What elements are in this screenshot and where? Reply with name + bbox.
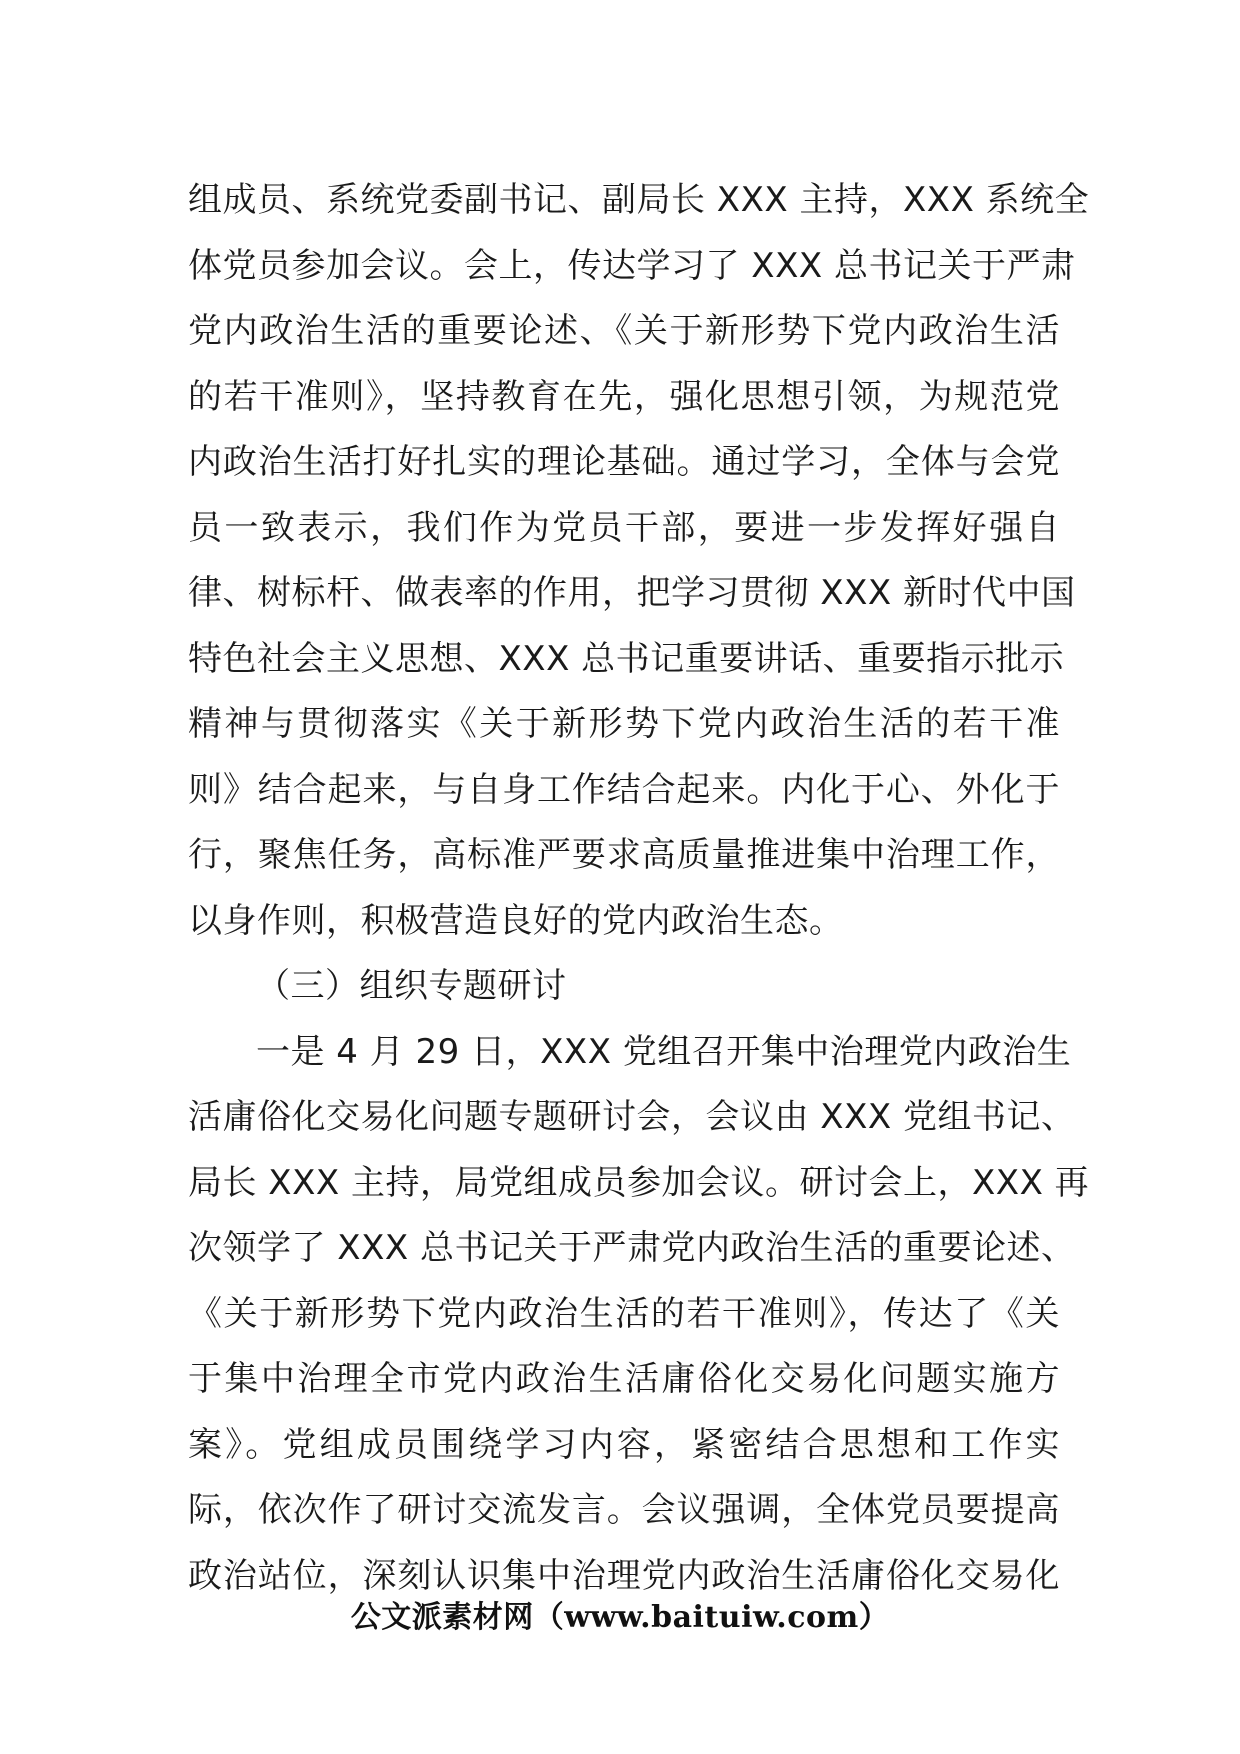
body-line: 于集中治理全市党内政治生活庸俗化交易化问题实施方 [188, 1359, 1060, 1399]
body-line: 员一致表示，我们作为党员干部，要进一步发挥好强自 [188, 507, 1060, 548]
body-line: 精神与贯彻落实《关于新形势下党内政治生活的若干准 [188, 704, 1060, 744]
body-line: 内政治生活打好扎实的理论基础。通过学习，全体与会党 [188, 442, 1060, 482]
body-line: 特色社会主义思想、XXX 总书记重要讲话、重要指示批示 [188, 638, 1065, 679]
body-line: 以身作则，积极营造良好的党内政治生态。 [188, 900, 844, 941]
body-line: 次领学了 XXX 总书记关于严肃党内政治生活的重要论述、 [188, 1228, 1076, 1268]
body-line: 则》结合起来，与自身工作结合起来。内化于心、外化于 [188, 769, 1060, 810]
body-line: 组成员、系统党委副书记、副局长 XXX 主持，XXX 系统全 [188, 180, 1090, 220]
section-heading: （三）组织专题研讨 [256, 966, 567, 1006]
body-line: 一是 4 月 29 日，XXX 党组召开集中治理党内政治生 [256, 1031, 1072, 1072]
document-body [188, 168, 1090, 1609]
body-line: 《关于新形势下党内政治生活的若干准则》，传达了《关 [188, 1293, 1060, 1334]
body-line: 际，依次作了研讨交流发言。会议强调，全体党员要提高 [188, 1490, 1060, 1530]
body-line: 的若干准则》，坚持教育在先，强化思想引领，为规范党 [188, 376, 1060, 417]
body-line: 政治站位，深刻认识集中治理党内政治生活庸俗化交易化 [188, 1555, 1060, 1596]
footer-watermark: 公文派素材网（www.baituiw.com） [350, 1600, 890, 1635]
body-line: 党内政治生活的重要论述、《关于新形势下党内政治生活 [188, 311, 1060, 351]
body-line: 体党员参加会议。会上，传达学习了 XXX 总书记关于严肃 [188, 245, 1076, 286]
body-line: 律、树标杆、做表率的作用，把学习贯彻 XXX 新时代中国 [188, 573, 1076, 613]
body-line: 行，聚焦任务，高标准严要求高质量推进集中治理工作， [188, 835, 1060, 875]
body-line: 活庸俗化交易化问题专题研讨会，会议由 XXX 党组书记、 [188, 1097, 1076, 1137]
body-line: 局长 XXX 主持，局党组成员参加会议。研讨会上，XXX 再 [188, 1162, 1090, 1203]
body-line: 案》。党组成员围绕学习内容，紧密结合思想和工作实 [188, 1424, 1060, 1465]
